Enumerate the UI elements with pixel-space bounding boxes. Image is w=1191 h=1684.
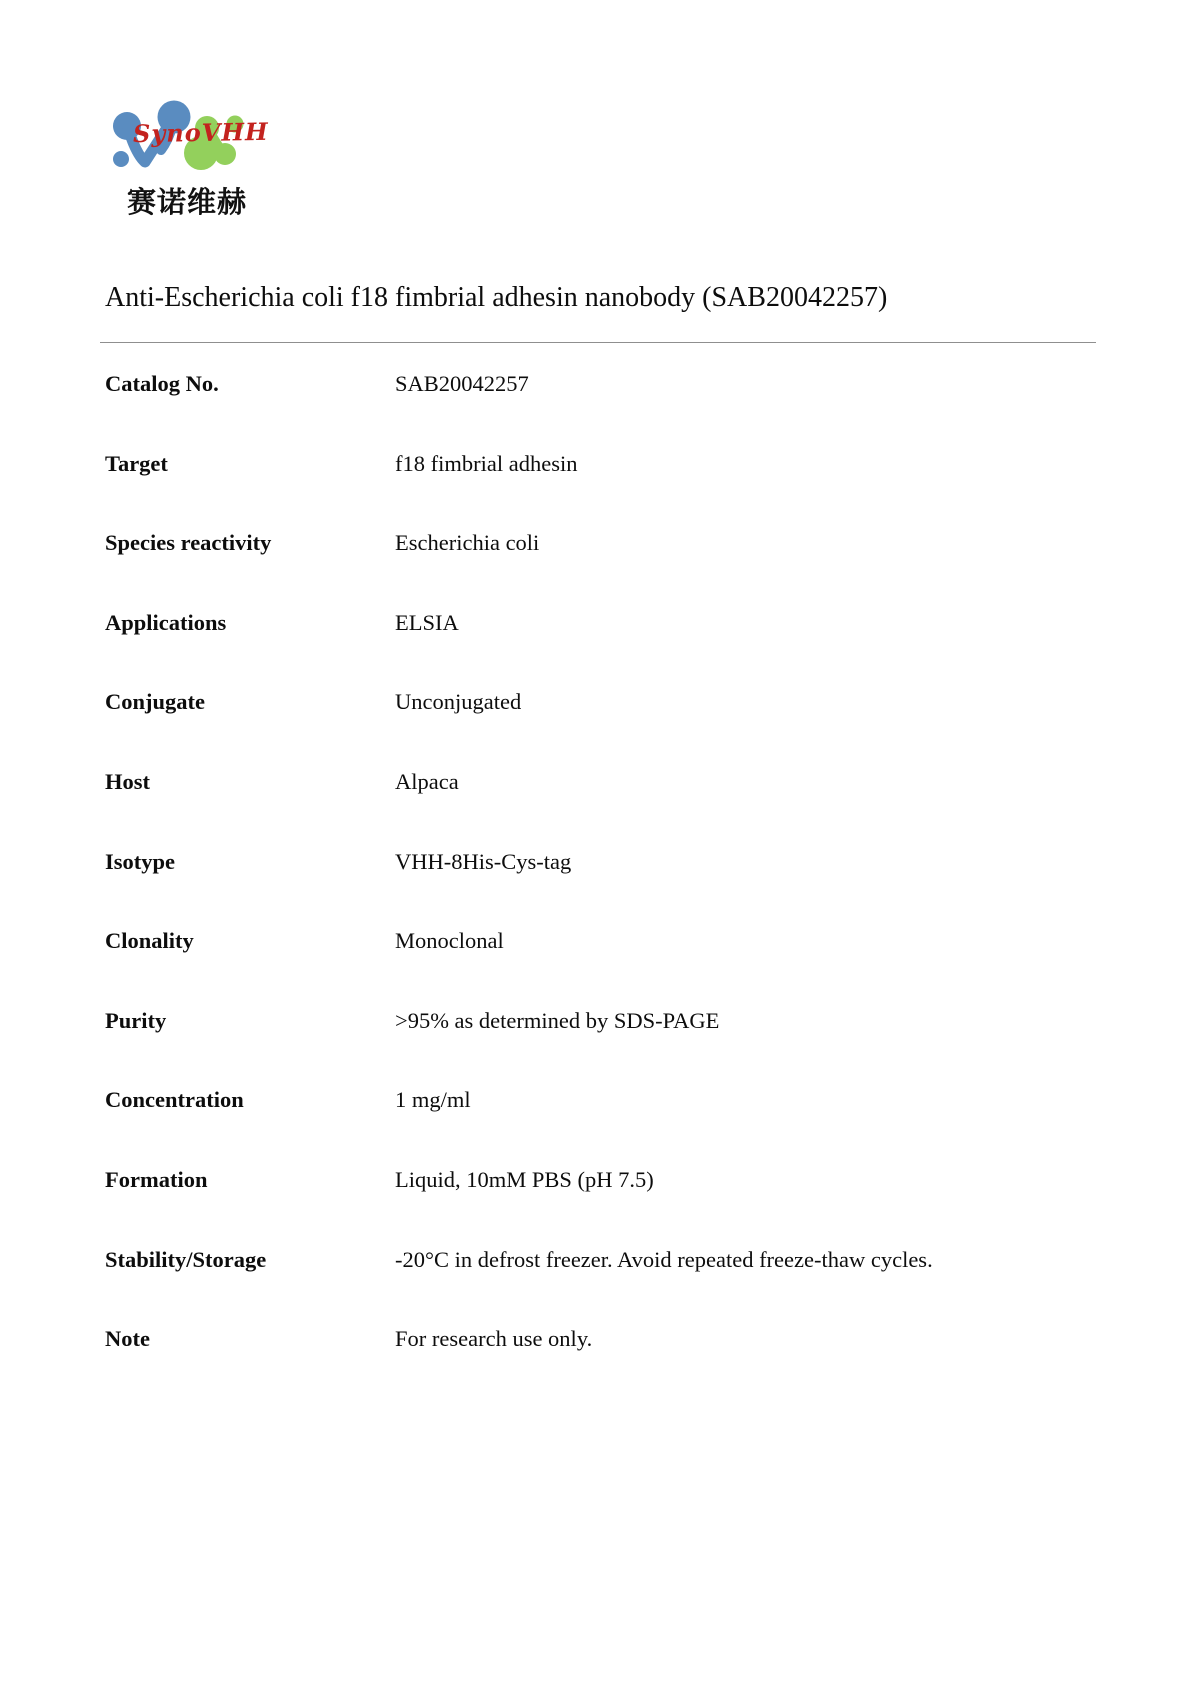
spec-label: Purity [105, 1007, 167, 1033]
spec-row [105, 926, 1095, 1006]
spec-row [105, 369, 1095, 449]
spec-row [105, 847, 1095, 927]
spec-value: For research use only. [395, 1326, 593, 1352]
spec-value: >95% as determined by SDS-PAGE [395, 1007, 720, 1033]
spec-row [105, 449, 1095, 529]
spec-label: Conjugate [105, 689, 205, 715]
spec-value: Unconjugated [395, 689, 522, 715]
spec-label: Concentration [105, 1087, 244, 1113]
page-title: Anti-Escherichia coli f18 fimbrial adhesin nanobody (SAB20042257) [105, 282, 888, 313]
spec-value: VHH-8His-Cys-tag [395, 848, 572, 874]
spec-value: 1 mg/ml [395, 1087, 471, 1113]
spec-label: Target [105, 450, 168, 476]
spec-label: Catalog No. [105, 371, 219, 396]
spec-label: Clonality [105, 928, 194, 954]
spec-label: Species reactivity [105, 530, 272, 556]
spec-row [105, 687, 1095, 767]
spec-label: Formation [105, 1166, 208, 1192]
spec-row [105, 1324, 1095, 1404]
spec-value: ELSIA [395, 609, 459, 635]
spec-label: Note [105, 1326, 150, 1352]
brand-name-chinese: 赛诺维赫 [127, 187, 248, 219]
spec-label: Isotype [105, 848, 176, 874]
spec-row [105, 528, 1095, 608]
spec-row [105, 608, 1095, 688]
spec-row [105, 767, 1095, 847]
title-divider [100, 342, 1096, 343]
spec-row [105, 1245, 1095, 1325]
spec-value: SAB20042257 [395, 371, 529, 396]
spec-value: Monoclonal [395, 928, 504, 954]
spec-label: Applications [105, 609, 227, 635]
spec-label: Host [105, 768, 150, 794]
spec-row [105, 1165, 1095, 1245]
brand-name-text: SynoVHH [132, 116, 269, 149]
spec-value: Alpaca [395, 768, 459, 794]
spec-value: f18 fimbrial adhesin [395, 450, 578, 476]
spec-row [105, 1006, 1095, 1086]
spec-row [105, 1085, 1095, 1165]
spec-table [105, 369, 1095, 1404]
spec-value: -20°C in defrost freezer. Avoid repeated freeze-thaw cycles. [395, 1246, 933, 1272]
spec-value: Escherichia coli [395, 530, 540, 556]
spec-value: Liquid, 10mM PBS (pH 7.5) [395, 1166, 654, 1192]
spec-label: Stability/Storage [105, 1246, 267, 1272]
company-logo [95, 96, 285, 226]
